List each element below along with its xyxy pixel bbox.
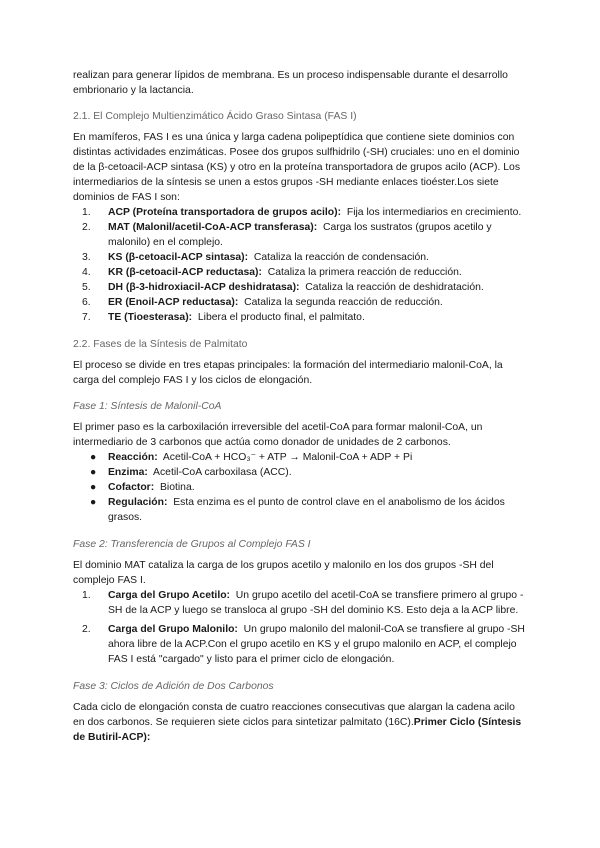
list-item bbox=[73, 450, 528, 465]
domain-description: Carga los sustratos (grupos acetilo y malonilo) en el complejo. bbox=[108, 222, 492, 248]
phase-3-body bbox=[73, 700, 528, 745]
list-item bbox=[73, 588, 528, 618]
domain-name: ER (Enoil-ACP reductasa): bbox=[108, 297, 239, 308]
section-2-1-body: En mamíferos, FAS I es una única y larga cadena polipeptídica que contiene siete dominios con distintas actividades enzimáticas. Posee dos grupos sulfhidrilo (-SH) cruciales: uno en el dominio de la β-cetoacil-ACP sintasa (KS) y otro en la proteína transportadora de grupos acilo (ACP). Los intermediarios de la síntesis se unen a estos grupos -SH mediante enlaces tioéster.Los siete dominios de FAS I son: bbox=[73, 132, 521, 203]
domain-name: ACP (Proteína transportadora de grupos acilo): bbox=[108, 207, 342, 218]
phase-3-heading: Fase 3: Ciclos de Adición de Dos Carbonos bbox=[73, 681, 274, 692]
bullet-icon: ● bbox=[90, 482, 97, 493]
list-item bbox=[73, 310, 528, 325]
domain-description: Cataliza la reacción de condensación. bbox=[253, 252, 429, 263]
domain-name: KS (β-cetoacil-ACP sintasa): bbox=[108, 252, 249, 263]
bullet-value: Biotina. bbox=[159, 482, 195, 493]
bullet-key: Reacción: bbox=[108, 452, 158, 463]
phase-1-bullets bbox=[73, 450, 528, 525]
domain-name: TE (Tioesterasa): bbox=[108, 312, 193, 323]
list-number: 6. bbox=[82, 297, 91, 308]
step-description: Un grupo malonilo del malonil-CoA se transfiere al grupo -SH ahora libre de la ACP.Con el grupo acetilo en KS y el grupo malonilo en ACP, el complejo FAS I está "cargado" y listo para el primer ciclo de elongación. bbox=[108, 624, 525, 665]
domain-description: Cataliza la reacción de deshidratación. bbox=[305, 282, 484, 293]
list-number: 4. bbox=[82, 267, 91, 278]
bullet-value: Esta enzima es el punto de control clave en el anabolismo de los ácidos grasos. bbox=[108, 497, 505, 523]
domain-description: Libera el producto final, el palmitato. bbox=[197, 312, 365, 323]
bullet-value: Acetil-CoA + HCO₃⁻ + ATP → Malonil-CoA + ADP + Pi bbox=[162, 452, 413, 463]
bullet-icon: ● bbox=[90, 452, 97, 463]
list-item bbox=[73, 280, 528, 295]
list-number: 1. bbox=[82, 207, 91, 218]
domain-name: DH (β-3-hidroxiacil-ACP deshidratasa): bbox=[108, 282, 300, 293]
list-number: 7. bbox=[82, 312, 91, 323]
domain-description: Fija los intermediarios en crecimiento. bbox=[346, 207, 522, 218]
section-2-1-heading: 2.1. El Complejo Multienzimático Ácido Graso Sintasa (FAS I) bbox=[73, 111, 357, 122]
domain-description: Cataliza la primera reacción de reducción. bbox=[267, 267, 462, 278]
intro-paragraph: realizan para generar lípidos de membrana. Es un proceso indispensable durante el desarrollo embrionario y la lactancia. bbox=[73, 70, 508, 96]
bullet-value: Acetil-CoA carboxilasa (ACC). bbox=[153, 467, 292, 478]
domain-description: Cataliza la segunda reacción de reducción. bbox=[244, 297, 443, 308]
phase-2-steps bbox=[73, 588, 528, 667]
list-item bbox=[73, 495, 528, 525]
phase-1-heading: Fase 1: Síntesis de Malonil-CoA bbox=[73, 401, 222, 412]
list-item bbox=[73, 465, 528, 480]
fas-domains-list bbox=[73, 205, 528, 325]
list-number: 3. bbox=[82, 252, 91, 263]
step-title: Carga del Grupo Acetilo: bbox=[108, 590, 231, 601]
domain-name: KR (β-cetoacil-ACP reductasa): bbox=[108, 267, 262, 278]
phase-3-text: Cada ciclo de elongación consta de cuatro reacciones consecutivas que alargan la cadena acilo en dos carbonos. Se requieren siete ciclos para sintetizar palmitato (16C). bbox=[73, 702, 515, 728]
step-title: Carga del Grupo Malonilo: bbox=[108, 624, 238, 635]
bullet-key: Enzima: bbox=[108, 467, 148, 478]
section-2-2-heading: 2.2. Fases de la Síntesis de Palmitato bbox=[73, 339, 248, 350]
bullet-key: Regulación: bbox=[108, 497, 168, 508]
list-number: 2. bbox=[82, 624, 91, 635]
bullet-icon: ● bbox=[90, 467, 97, 478]
list-item bbox=[73, 220, 528, 250]
phase-2-body: El dominio MAT cataliza la carga de los grupos acetilo y malonilo en los dos grupos -SH del complejo FAS I. bbox=[73, 560, 494, 586]
phase-2-heading: Fase 2: Transferencia de Grupos al Complejo FAS I bbox=[73, 539, 311, 550]
phase-1-body: El primer paso es la carboxilación irreversible del acetil-CoA para formar malonil-CoA, un intermediario de 3 carbonos que actúa como donador de unidades de 2 carbonos. bbox=[73, 422, 483, 448]
list-number: 2. bbox=[82, 222, 91, 233]
list-item bbox=[73, 265, 528, 280]
section-2-2-body: El proceso se divide en tres etapas principales: la formación del intermediario malonil-CoA, la carga del complejo FAS I y los ciclos de elongación. bbox=[73, 360, 503, 386]
domain-name: MAT (Malonil/acetil-CoA-ACP transferasa): bbox=[108, 222, 318, 233]
list-item bbox=[73, 250, 528, 265]
list-item bbox=[73, 622, 528, 667]
bullet-icon: ● bbox=[90, 497, 97, 508]
list-item bbox=[73, 205, 528, 220]
list-number: 1. bbox=[82, 590, 91, 601]
document-page bbox=[73, 68, 528, 745]
bullet-key: Cofactor: bbox=[108, 482, 155, 493]
step-description: Un grupo acetilo del acetil-CoA se transfiere primero al grupo -SH de la ACP y luego se transloca al grupo -SH del dominio KS. Esto deja a la ACP libre. bbox=[108, 590, 524, 616]
list-item bbox=[73, 295, 528, 310]
list-item bbox=[73, 480, 528, 495]
list-number: 5. bbox=[82, 282, 91, 293]
first-cycle-heading: Primer Ciclo (Síntesis de Butiril-ACP): bbox=[73, 717, 522, 743]
